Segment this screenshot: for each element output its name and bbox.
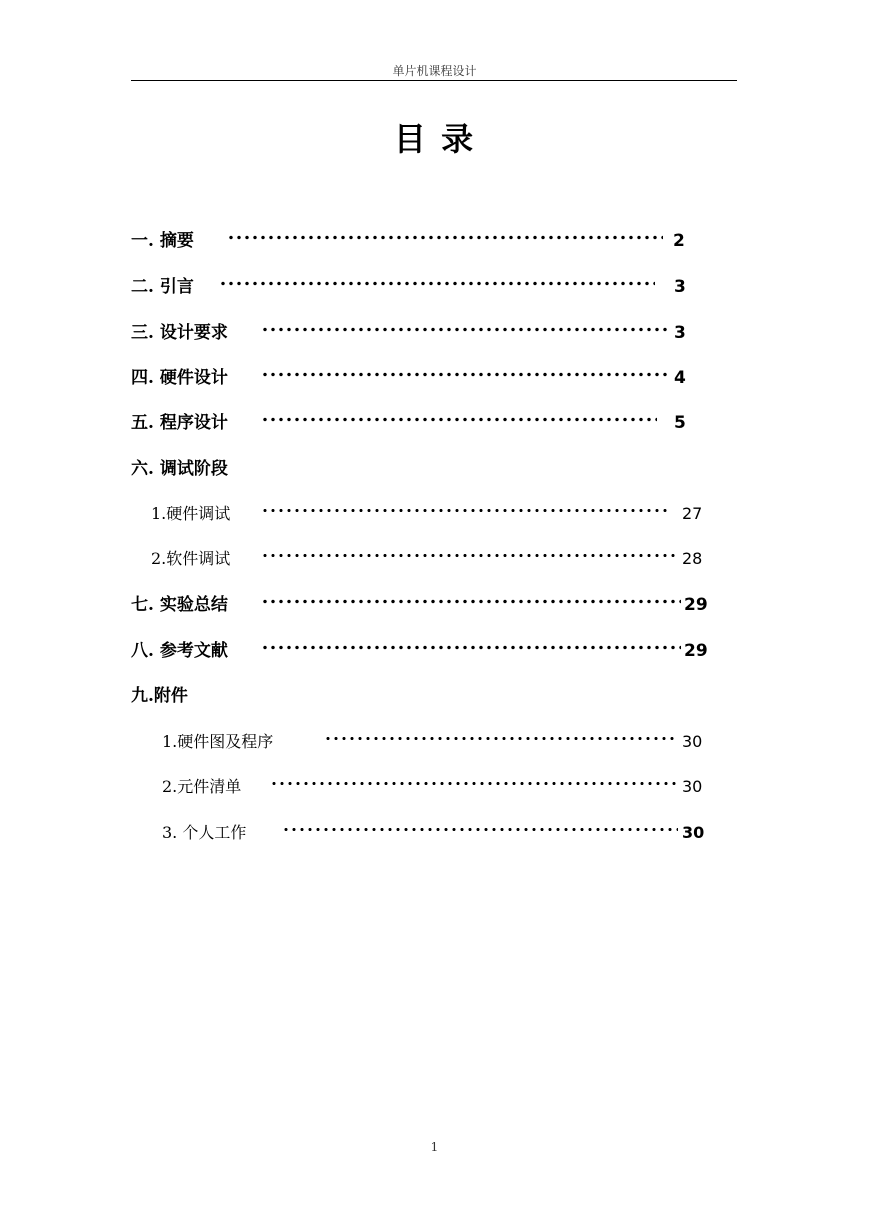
running-header: 单片机课程设计 (392, 64, 477, 78)
toc-entry-label: 2.元件清单 (162, 775, 245, 799)
toc-leader-dots (261, 327, 669, 332)
header-rule (131, 80, 737, 81)
toc-entry-page: 3 (674, 323, 686, 343)
toc-leader-dots (261, 372, 669, 377)
toc-entry-page: 30 (682, 777, 703, 796)
toc-subentry-schematic-and-program[interactable] (162, 730, 722, 754)
toc-entry-label: 九.附件 (131, 684, 192, 708)
toc-subentry-personal-work[interactable] (162, 821, 722, 845)
page-number: 1 (430, 1140, 439, 1154)
toc-title: 目 录 (393, 120, 476, 158)
toc-leader-dots (261, 599, 681, 604)
toc-entry-hardware-design[interactable] (131, 366, 691, 390)
toc-entry-label: 2.软件调试 (151, 547, 234, 571)
toc-entry-page: 5 (674, 413, 686, 433)
toc-entry-label: 三. 设计要求 (131, 321, 232, 345)
toc-entry-abstract[interactable] (131, 229, 691, 253)
toc-subentry-hardware-debug[interactable] (151, 502, 711, 526)
toc-entry-label: 一. 摘要 (131, 229, 198, 253)
toc-entry-page: 3 (674, 277, 686, 297)
toc-entry-summary[interactable] (131, 593, 711, 617)
toc-entry-label: 1.硬件图及程序 (162, 730, 277, 754)
toc-leader-dots (270, 781, 676, 786)
toc-leader-dots (324, 736, 676, 741)
toc-entry-page: 4 (674, 368, 686, 388)
toc-entry-page: 29 (684, 595, 708, 615)
toc-entry-page: 27 (682, 504, 703, 523)
toc-leader-dots (261, 417, 657, 422)
toc-subentry-software-debug[interactable] (151, 547, 711, 571)
toc-leader-dots (261, 508, 669, 513)
toc-leader-dots (261, 553, 677, 558)
toc-entry-references[interactable] (131, 639, 711, 663)
toc-entry-label: 五. 程序设计 (131, 411, 232, 435)
toc-entry-page: 30 (682, 732, 703, 751)
toc-entry-program-design[interactable] (131, 411, 691, 435)
toc-entry-page: 2 (673, 231, 685, 251)
toc-entry-label: 四. 硬件设计 (131, 366, 232, 390)
toc-entry-page: 28 (682, 549, 703, 568)
toc-entry-design-requirements[interactable] (131, 321, 691, 345)
toc-leader-dots (282, 827, 678, 832)
toc-leader-dots (261, 645, 681, 650)
toc-entry-label: 八. 参考文献 (131, 639, 232, 663)
toc-entry-page: 30 (682, 823, 705, 842)
toc-entry-label: 3. 个人工作 (162, 821, 250, 845)
toc-leader-dots (219, 281, 655, 286)
toc-subentry-component-list[interactable] (162, 775, 722, 799)
toc-entry-label: 二. 引言 (131, 275, 198, 299)
toc-entry-label: 七. 实验总结 (131, 593, 232, 617)
toc-entry-introduction[interactable] (131, 275, 691, 299)
toc-entry-label: 1.硬件调试 (151, 502, 234, 526)
toc-entry-label: 六. 调试阶段 (131, 457, 232, 481)
toc-entry-page: 29 (684, 641, 708, 661)
toc-entry-debugging[interactable] (131, 457, 431, 481)
toc-entry-appendix[interactable] (131, 684, 431, 708)
toc-leader-dots (227, 235, 663, 240)
